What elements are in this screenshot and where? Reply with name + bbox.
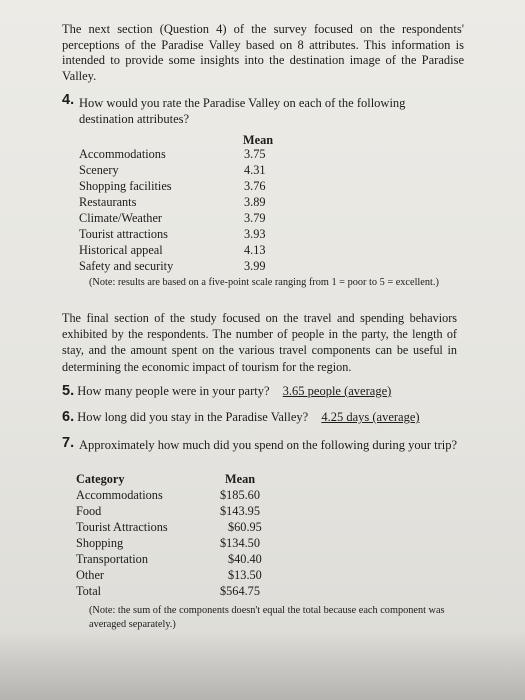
table-row-label: Restaurants — [79, 195, 137, 209]
table-row-value: $564.75 — [220, 584, 260, 598]
table-row-value: $185.60 — [220, 488, 260, 502]
q4-note: (Note: results are based on a five-point scale ranging from 1 = poor to 5 = excellent.) — [89, 277, 439, 288]
question-5-text: How many people were in your party? — [77, 384, 270, 398]
question-4-text: How would you rate the Paradise Valley on each of the following destination attributes? — [79, 96, 406, 126]
table-row-value: 4.31 — [244, 163, 266, 177]
table-row-label: Tourist Attractions — [76, 520, 168, 534]
table-row-label: Other — [76, 568, 104, 582]
question-7-text: Approximately how much did you spend on the following during your trip? — [79, 438, 458, 452]
question-6-answer: 4.25 days (average) — [321, 410, 420, 424]
question-4-number: 4. — [62, 92, 75, 108]
table-row-label: Tourist attractions — [79, 227, 168, 241]
category-header: Category — [76, 472, 125, 486]
q7-note: (Note: the sum of the components doesn't equal the total because each component was averaged separately.) — [89, 605, 445, 630]
table-row-value: $143.95 — [220, 504, 260, 518]
table-row-label: Shopping facilities — [79, 179, 172, 193]
table-row-label: Scenery — [79, 163, 119, 177]
table-row-value: $13.50 — [228, 568, 262, 582]
section-intro-paragraph: The next section (Question 4) of the survey focused on the respondents' perceptions of the Paradise Valley based on 8 attributes. This information is intended to provide some insights into the destination image of the Paradise Valley. — [62, 22, 464, 84]
table-row-value: 4.13 — [244, 243, 266, 257]
table-row-value: 3.75 — [244, 147, 266, 161]
table-row-label: Food — [76, 504, 102, 518]
mean-header: Mean — [243, 133, 274, 147]
table-row-value: 3.99 — [244, 259, 266, 273]
photo-shadow — [0, 630, 525, 700]
table-row-value: 3.89 — [244, 195, 266, 209]
table-row-label: Historical appeal — [79, 243, 163, 257]
table-row-value: $60.95 — [228, 520, 262, 534]
final-section-paragraph: The final section of the study focused on the travel and spending behaviors exhibited by the respondents. The number of people in the party, the length of stay, and the amount spent on the various travel components can be useful in determining the economic impact of tourism for the region. — [62, 311, 457, 374]
table-row-label: Total — [76, 584, 102, 598]
table-row-label: Shopping — [76, 536, 124, 550]
question-5-answer: 3.65 people (average) — [282, 384, 392, 398]
mean-header: Mean — [225, 472, 256, 486]
table-row-value: $134.50 — [220, 536, 260, 550]
question-6-text: How long did you stay in the Paradise Valley? — [77, 410, 309, 424]
question-5: 5. How many people were in your party? 3.65 people (average) — [62, 383, 392, 399]
question-7-number: 7. — [62, 435, 75, 451]
table-row-value: 3.79 — [244, 211, 266, 225]
table-row-label: Transportation — [76, 552, 148, 566]
table-row-value: $40.40 — [228, 552, 262, 566]
table-row-label: Climate/Weather — [79, 211, 163, 225]
table-row-label: Accommodations — [76, 488, 163, 502]
question-6: 6. How long did you stay in the Paradise Valley? 4.25 days (average) — [62, 409, 420, 425]
table-row-label: Safety and security — [79, 259, 174, 273]
table-row-value: 3.76 — [244, 179, 266, 193]
table-row-label: Accommodations — [79, 147, 166, 161]
table-row-value: 3.93 — [244, 227, 266, 241]
